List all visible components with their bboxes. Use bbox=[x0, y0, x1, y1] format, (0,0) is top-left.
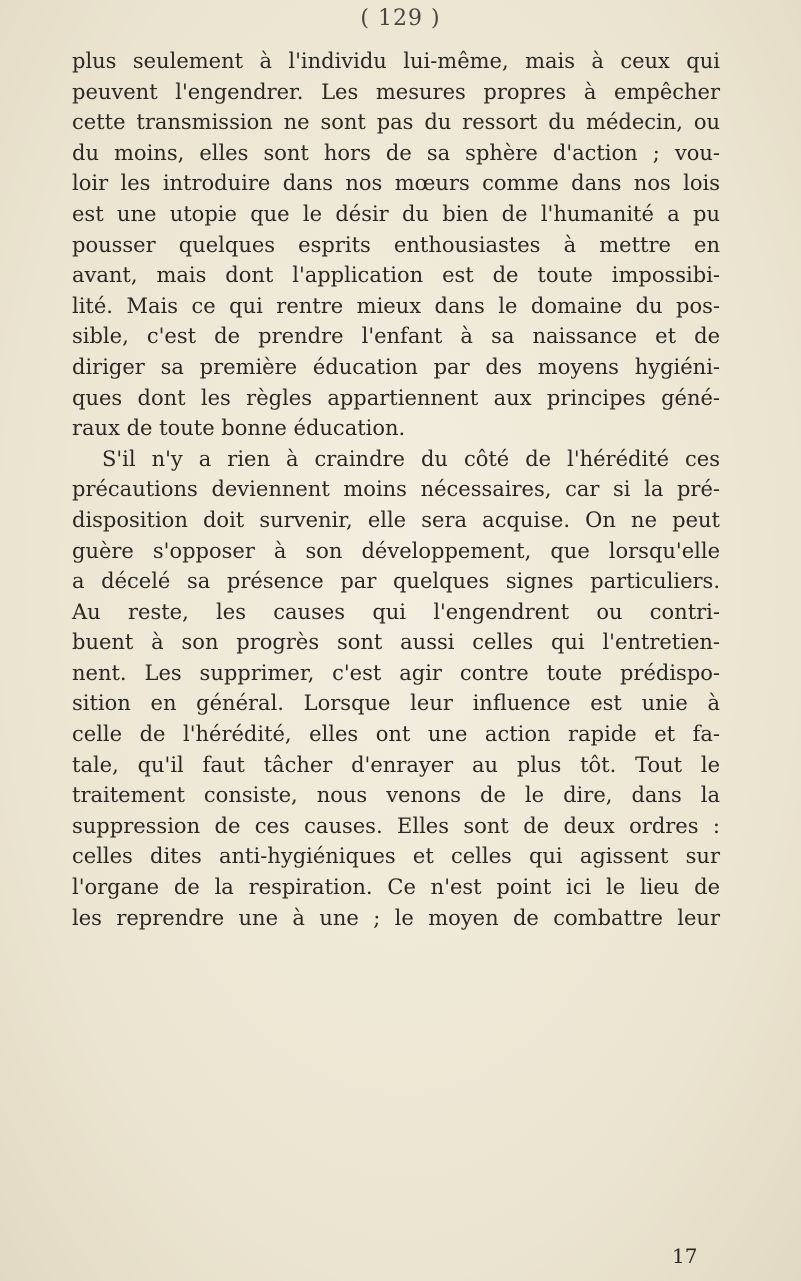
page-number: ( 129 ) bbox=[360, 6, 441, 31]
text-line: traitement consiste, nous venons de le dire, dans la bbox=[72, 783, 720, 808]
text-line: raux de toute bonne éducation. bbox=[72, 416, 406, 441]
text-line: ques dont les règles appartiennent aux principes géné- bbox=[72, 385, 720, 410]
text-line: a décelé sa présence par quelques signes particuliers. bbox=[72, 569, 720, 594]
text-line: sition en général. Lorsque leur influence est unie à bbox=[72, 691, 720, 716]
text-line: cette transmission ne sont pas du ressort du médecin, ou bbox=[72, 110, 720, 135]
text-line: du moins, elles sont hors de sa sphère d'action ; vou- bbox=[72, 140, 720, 165]
text-line: Au reste, les causes qui l'engendrent ou contri- bbox=[72, 599, 720, 624]
text-line: les reprendre une à une ; le moyen de combattre leur bbox=[72, 905, 720, 930]
text-line: disposition doit survenir, elle sera acquise. On ne peut bbox=[72, 507, 720, 532]
text-line: diriger sa première éducation par des moyens hygiéni- bbox=[72, 354, 720, 379]
body-text bbox=[72, 46, 720, 933]
text-line: sible, c'est de prendre l'enfant à sa naissance et de bbox=[72, 324, 720, 349]
signature-mark: 17 bbox=[672, 1244, 698, 1268]
text-line: précautions deviennent moins nécessaires, car si la pré- bbox=[72, 477, 720, 502]
text-line: avant, mais dont l'application est de toute impossibi- bbox=[72, 263, 720, 288]
text-line: lité. Mais ce qui rentre mieux dans le domaine du pos- bbox=[72, 293, 720, 318]
text-line: est une utopie que le désir du bien de l'humanité a pu bbox=[72, 201, 720, 226]
text-line: plus seulement à l'individu lui-même, mais à ceux qui bbox=[72, 49, 720, 73]
text-line: celles dites anti-hygiéniques et celles qui agissent sur bbox=[72, 844, 720, 869]
text-line: suppression de ces causes. Elles sont de deux ordres : bbox=[72, 813, 720, 838]
text-line: buent à son progrès sont aussi celles qui l'entretien- bbox=[72, 630, 720, 655]
text-line: peuvent l'engendrer. Les mesures propres à empêcher bbox=[72, 79, 720, 104]
text-line: celle de l'hérédité, elles ont une action rapide et fa- bbox=[72, 722, 720, 747]
text-line: l'organe de la respiration. Ce n'est point ici le lieu de bbox=[72, 875, 720, 900]
text-line: S'il n'y a rien à craindre du côté de l'hérédité ces bbox=[102, 446, 720, 471]
text-line: nent. Les supprimer, c'est agir contre toute prédispo- bbox=[72, 660, 720, 685]
text-line: loir les introduire dans nos mœurs comme dans nos lois bbox=[72, 171, 720, 196]
text-line: tale, qu'il faut tâcher d'enrayer au plus tôt. Tout le bbox=[72, 752, 720, 777]
text-line: guère s'opposer à son développement, que lorsqu'elle bbox=[72, 538, 720, 563]
text-line: pousser quelques esprits enthousiastes à mettre en bbox=[72, 232, 720, 257]
